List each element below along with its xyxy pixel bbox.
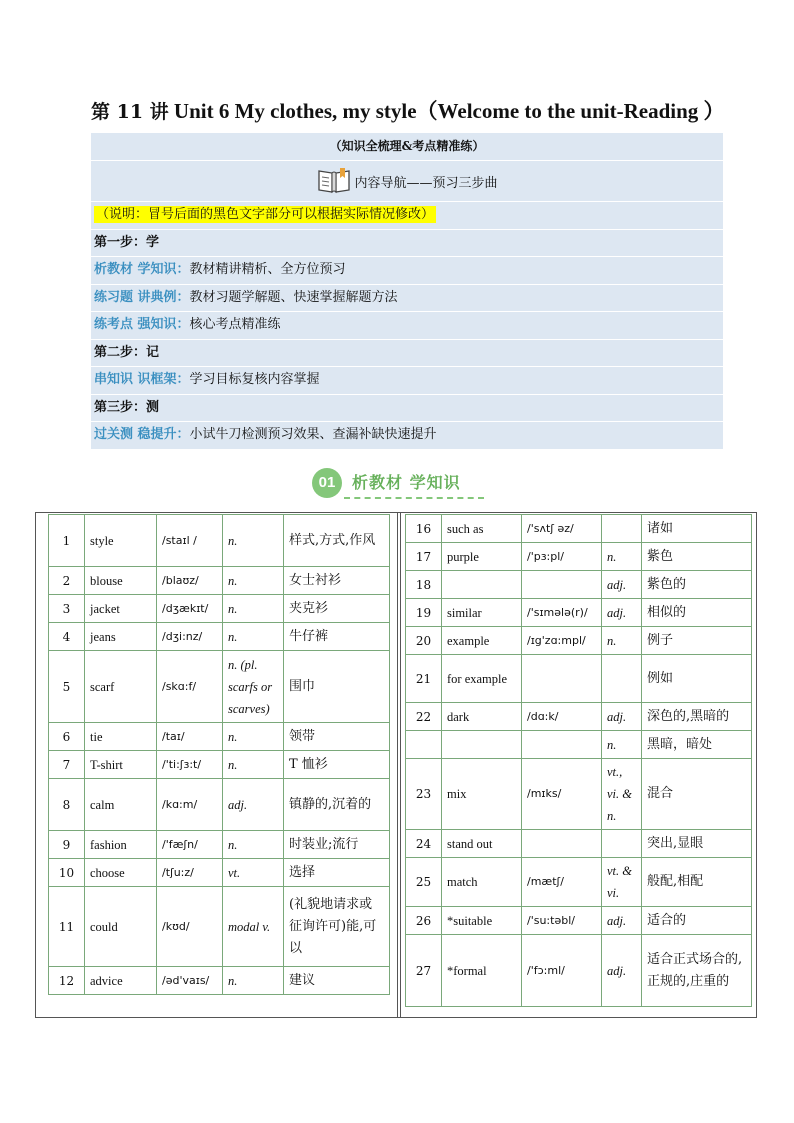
word-number: 11	[49, 887, 85, 967]
vocab-row	[49, 859, 390, 887]
vocab-row	[49, 623, 390, 651]
word-part-of-speech: adj.	[602, 599, 642, 627]
word-meaning: 紫色	[642, 543, 752, 571]
title-lecture: 第 11 讲	[91, 101, 169, 123]
vocab-row	[406, 830, 752, 858]
word-meaning: 时装业;流行	[284, 831, 390, 859]
word-number: 4	[49, 623, 85, 651]
word-part-of-speech: vt., vi. & n.	[602, 759, 642, 830]
word-meaning: 诸如	[642, 515, 752, 543]
section-heading	[312, 466, 484, 500]
word-meaning: 选择	[284, 859, 390, 887]
word-phonetic: /'fɔ:ml/	[522, 935, 602, 1007]
word-number	[406, 731, 442, 759]
vocab-row	[406, 731, 752, 759]
word-english: style	[85, 515, 157, 567]
word-part-of-speech: n.	[223, 751, 284, 779]
word-number: 18	[406, 571, 442, 599]
word-number: 22	[406, 703, 442, 731]
word-phonetic: /'su:təbl/	[522, 907, 602, 935]
word-phonetic	[522, 655, 602, 703]
word-number: 26	[406, 907, 442, 935]
guide-row	[91, 285, 723, 313]
section-underline	[344, 497, 484, 499]
word-meaning: 镇静的,沉着的	[284, 779, 390, 831]
nav-title: 内容导航——预习三步曲	[354, 175, 498, 191]
word-number: 25	[406, 858, 442, 907]
guide-text: 学习目标复核内容掌握	[189, 372, 320, 387]
word-number: 19	[406, 599, 442, 627]
word-english	[442, 731, 522, 759]
vocab-row	[406, 599, 752, 627]
word-phonetic: /dʒi:nz/	[157, 623, 223, 651]
word-english: could	[85, 887, 157, 967]
word-meaning: 适合正式场合的,正规的,庄重的	[642, 935, 752, 1007]
word-phonetic	[522, 830, 602, 858]
word-english: scarf	[85, 651, 157, 723]
word-english: dark	[442, 703, 522, 731]
word-meaning: 般配,相配	[642, 858, 752, 907]
word-phonetic: /kɑ:m/	[157, 779, 223, 831]
word-phonetic: /skɑ:f/	[157, 651, 223, 723]
page-title	[91, 91, 723, 133]
word-meaning: 相似的	[642, 599, 752, 627]
word-meaning: 牛仔裤	[284, 623, 390, 651]
word-number: 24	[406, 830, 442, 858]
section-label: 析教材 学知识	[352, 473, 461, 492]
vocab-row	[49, 595, 390, 623]
word-number: 3	[49, 595, 85, 623]
word-phonetic: /əd'vaɪs/	[157, 967, 223, 995]
vocab-row	[406, 543, 752, 571]
word-meaning: 混合	[642, 759, 752, 830]
word-english: calm	[85, 779, 157, 831]
step-one-label: 第一步：学	[94, 234, 160, 250]
word-phonetic: /tʃu:z/	[157, 859, 223, 887]
vocab-row	[49, 515, 390, 567]
word-number: 12	[49, 967, 85, 995]
subtitle: （知识全梳理&考点精准练）	[91, 133, 723, 161]
word-phonetic	[522, 731, 602, 759]
word-english: *formal	[442, 935, 522, 1007]
word-phonetic: /mɪks/	[522, 759, 602, 830]
word-meaning: 例子	[642, 627, 752, 655]
vocab-row	[49, 567, 390, 595]
word-phonetic: /'sɪmələ(r)/	[522, 599, 602, 627]
word-meaning: 领带	[284, 723, 390, 751]
vocab-row	[406, 759, 752, 830]
word-number: 27	[406, 935, 442, 1007]
word-number: 9	[49, 831, 85, 859]
word-meaning: 例如	[642, 655, 752, 703]
step-three-label: 第三步：测	[94, 399, 160, 415]
word-english: example	[442, 627, 522, 655]
vocab-row	[406, 907, 752, 935]
word-meaning: (礼貌地请求或征询许可)能,可以	[284, 887, 390, 967]
word-part-of-speech: n.	[223, 831, 284, 859]
word-number: 8	[49, 779, 85, 831]
vocab-row	[49, 651, 390, 723]
word-part-of-speech: n.	[602, 627, 642, 655]
guide-text: 教材习题学解题、快速掌握解题方法	[189, 289, 398, 305]
word-number: 10	[49, 859, 85, 887]
word-number: 1	[49, 515, 85, 567]
word-phonetic: /'fæʃn/	[157, 831, 223, 859]
word-english: fashion	[85, 831, 157, 859]
guide-row	[91, 312, 723, 340]
word-number: 16	[406, 515, 442, 543]
word-phonetic: /dʒækɪt/	[157, 595, 223, 623]
word-english: jacket	[85, 595, 157, 623]
word-number: 17	[406, 543, 442, 571]
word-number: 7	[49, 751, 85, 779]
word-english: match	[442, 858, 522, 907]
word-meaning: 突出,显眼	[642, 830, 752, 858]
guide-text: 小试牛刀检测预习效果、查漏补缺快速提升	[189, 427, 437, 442]
vocab-row	[406, 935, 752, 1007]
word-english: similar	[442, 599, 522, 627]
vocab-row	[406, 858, 752, 907]
word-meaning: 深色的,黑暗的	[642, 703, 752, 731]
step-two	[91, 340, 723, 368]
guide-text: 教材精讲精析、全方位预习	[189, 262, 346, 277]
step-one	[91, 230, 723, 258]
guide-text: 核心考点精准练	[189, 317, 281, 332]
word-english: for example	[442, 655, 522, 703]
word-part-of-speech: n. (pl. scarfs or scarves)	[223, 651, 284, 723]
word-english: tie	[85, 723, 157, 751]
guide-row	[91, 422, 723, 450]
word-english: purple	[442, 543, 522, 571]
vocab-table-left	[48, 514, 390, 995]
word-number: 2	[49, 567, 85, 595]
open-book-icon	[316, 166, 352, 196]
word-phonetic: /kʊd/	[157, 887, 223, 967]
word-phonetic	[522, 571, 602, 599]
word-number: 21	[406, 655, 442, 703]
vocab-row	[406, 515, 752, 543]
step-two-label: 第二步：记	[94, 344, 160, 360]
word-part-of-speech: n.	[223, 623, 284, 651]
word-part-of-speech: n.	[223, 723, 284, 751]
vocab-table-right	[405, 514, 752, 1007]
word-part-of-speech: adj.	[602, 935, 642, 1007]
vocab-row	[406, 655, 752, 703]
word-number: 20	[406, 627, 442, 655]
guide-row	[91, 257, 723, 285]
word-part-of-speech: vt.	[223, 859, 284, 887]
guide-tag: 过关测 稳提升：	[94, 427, 190, 442]
word-part-of-speech: n.	[223, 515, 284, 567]
word-english: T-shirt	[85, 751, 157, 779]
word-phonetic: /ɪg'zɑ:mpl/	[522, 627, 602, 655]
word-part-of-speech: vt. & vi.	[602, 858, 642, 907]
word-phonetic: /dɑ:k/	[522, 703, 602, 731]
vocab-row	[406, 627, 752, 655]
word-part-of-speech: adj.	[602, 571, 642, 599]
word-part-of-speech: adj.	[602, 907, 642, 935]
word-english: choose	[85, 859, 157, 887]
guide-banner	[91, 91, 723, 450]
vocab-row	[49, 967, 390, 995]
word-english: jeans	[85, 623, 157, 651]
word-number: 23	[406, 759, 442, 830]
word-part-of-speech: n.	[223, 567, 284, 595]
word-part-of-speech	[602, 830, 642, 858]
word-number: 6	[49, 723, 85, 751]
vocab-row	[49, 751, 390, 779]
note-text: （说明：冒号后面的黑色文字部分可以根据实际情况修改）	[96, 207, 435, 222]
word-part-of-speech	[602, 515, 642, 543]
word-english: advice	[85, 967, 157, 995]
word-meaning: 夹克衫	[284, 595, 390, 623]
word-number: 5	[49, 651, 85, 723]
vocab-row	[49, 831, 390, 859]
vocab-row	[49, 887, 390, 967]
word-part-of-speech: n.	[223, 967, 284, 995]
word-phonetic: /mætʃ/	[522, 858, 602, 907]
word-part-of-speech: n.	[223, 595, 284, 623]
word-english: mix	[442, 759, 522, 830]
column-divider	[397, 512, 401, 1018]
word-part-of-speech: n.	[602, 731, 642, 759]
title-unit: Unit 6 My clothes, my style（Welcome to the unit-Reading ）	[168, 99, 725, 123]
vocab-left-body	[49, 515, 390, 995]
vocab-row	[49, 779, 390, 831]
word-meaning: 黑暗，暗处	[642, 731, 752, 759]
guide-tag: 练考点 强知识：	[94, 317, 190, 332]
word-part-of-speech: modal v.	[223, 887, 284, 967]
word-meaning: 适合的	[642, 907, 752, 935]
step-three	[91, 395, 723, 423]
note-row	[91, 202, 723, 230]
word-phonetic: /staɪl /	[157, 515, 223, 567]
word-part-of-speech	[602, 655, 642, 703]
word-meaning: 紫色的	[642, 571, 752, 599]
vocab-row	[406, 571, 752, 599]
word-english: blouse	[85, 567, 157, 595]
word-meaning: 样式,方式,作风	[284, 515, 390, 567]
section-number: 01	[312, 468, 342, 498]
word-phonetic: /'pɜ:pl/	[522, 543, 602, 571]
word-meaning: 围巾	[284, 651, 390, 723]
vocab-row	[49, 723, 390, 751]
guide-tag: 串知识 识框架：	[94, 372, 190, 387]
word-part-of-speech: n.	[602, 543, 642, 571]
content-navigation	[91, 161, 723, 202]
vocab-row	[406, 703, 752, 731]
word-meaning: T 恤衫	[284, 751, 390, 779]
word-part-of-speech: adj.	[223, 779, 284, 831]
guide-tag: 练习题 讲典例：	[94, 289, 190, 305]
word-english: *suitable	[442, 907, 522, 935]
word-meaning: 建议	[284, 967, 390, 995]
word-phonetic: /'sʌtʃ əz/	[522, 515, 602, 543]
guide-tag: 析教材 学知识：	[94, 262, 190, 277]
guide-row	[91, 367, 723, 395]
word-meaning: 女士衬衫	[284, 567, 390, 595]
word-english: such as	[442, 515, 522, 543]
vocab-right-body	[406, 515, 752, 1007]
word-phonetic: /'ti:ʃɜ:t/	[157, 751, 223, 779]
word-phonetic: /taɪ/	[157, 723, 223, 751]
word-english: stand out	[442, 830, 522, 858]
word-phonetic: /blaʊz/	[157, 567, 223, 595]
word-part-of-speech: adj.	[602, 703, 642, 731]
word-english	[442, 571, 522, 599]
